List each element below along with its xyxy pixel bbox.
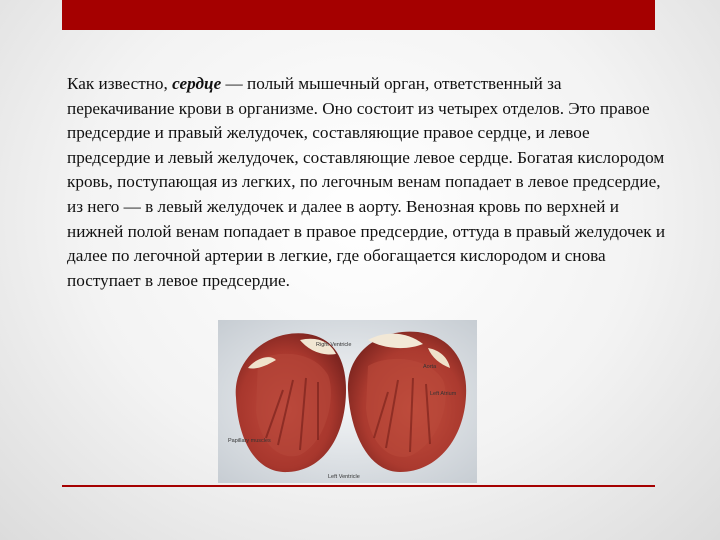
text-intro: Как известно,	[67, 74, 173, 93]
text-main: — полый мышечный орган, ответственный за перекачивание крови в организме. Оно состоит из четырех отделов. Это правое предсердие и правый желудочек, составляющие правое сердце, и левое предсердие и левый желудочек, составляющие левое сердце. Богатая кислородом кровь, поступающая из легких, по легочным венам попадает в левое предсердие, из него — в левый желудочек и далее в аорту. Венозная кровь по верхней и нижней полой венам попадает в правое предсердие, оттуда в правый желудочек и далее по легочной артерии в легкие, где обогащается кислородом и снова поступает в левое предсердие.	[67, 74, 666, 290]
label-left-ventricle: Left Ventricle	[328, 474, 360, 480]
text-emphasis-heart: сердце	[172, 74, 222, 93]
label-papillary-muscles: Papillary muscles	[228, 438, 271, 444]
label-right-ventricle: Right Ventricle	[316, 342, 352, 348]
bottom-accent-rule	[62, 485, 655, 487]
label-aorta: Aorta	[423, 364, 437, 370]
slide-body-text	[67, 72, 667, 293]
heart-photo-illustration	[218, 320, 477, 483]
top-accent-bar	[62, 0, 655, 30]
label-left-atrium: Left Atrium	[430, 391, 457, 397]
heart-dissection-photo	[218, 320, 477, 483]
